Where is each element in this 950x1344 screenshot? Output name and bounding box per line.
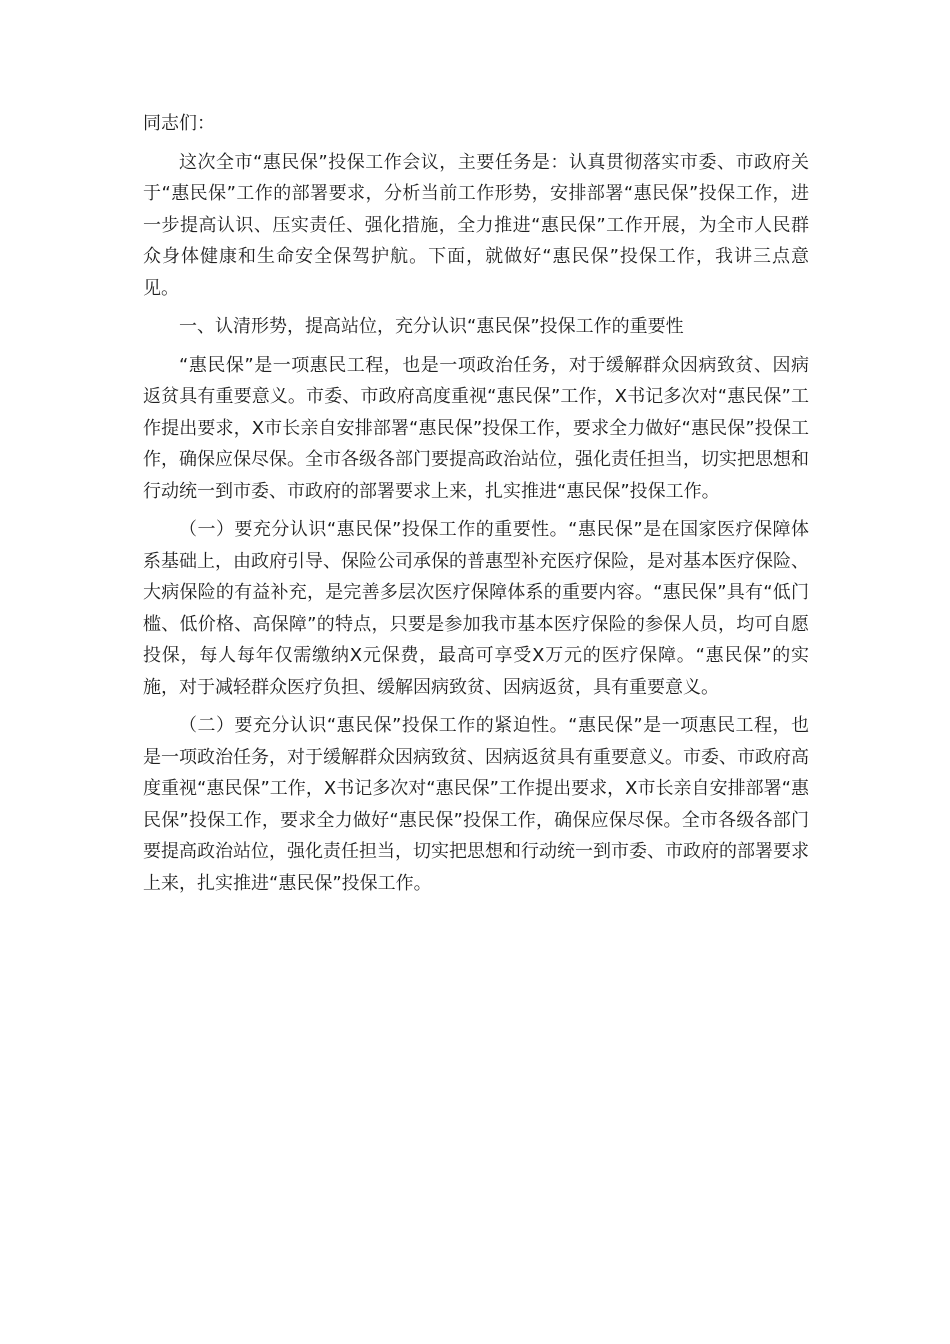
section-1-sub-1-paragraph: （一）要充分认识“惠民保”投保工作的重要性。“惠民保”是在国家医疗保障体系基础上，由政府引导、保险公司承保的普惠型补充医疗保险，是对基本医疗保险、大病保险的有益补充，是完善多层次医疗保障体系的重要内容。“惠民保”具有“低门槛、低价格、高保障”的特点，只要是参加我市基本医疗保险的参保人员，均可自愿投保，每人每年仅需缴纳X元保费，最高可享受X万元的医疗保障。“惠民保”的实施，对于减轻群众医疗负担、缓解因病致贫、因病返贫，具有重要意义。 xyxy=(143,519,809,698)
section-1-intro-paragraph: “惠民保”是一项惠民工程，也是一项政治任务，对于缓解群众因病致贫、因病返贫具有重要意义。市委、市政府高度重视“惠民保”工作，X书记多次对“惠民保”工作提出要求，X市长亲自安排部署“惠民保”投保工作，要求全力做好“惠民保”投保工作，确保应保尽保。全市各级各部门要提高政治站位，强化责任担当，切实把思想和行动统一到市委、市政府的部署要求上来，扎实推进“惠民保”投保工作。 xyxy=(143,354,809,502)
opening-paragraph: 这次全市“惠民保”投保工作会议，主要任务是：认真贯彻落实市委、市政府关于“惠民保”工作的部署要求，分析当前工作形势，安排部署“惠民保”投保工作，进一步提高认识、压实责任、强化措施，全力推进“惠民保”工作开展，为全市人民群众身体健康和生命安全保驾护航。下面，就做好“惠民保”投保工作，我讲三点意见。 xyxy=(143,151,809,299)
section-1-heading: 一、认清形势，提高站位，充分认识“惠民保”投保工作的重要性 xyxy=(179,316,684,337)
section-1-sub-2-paragraph: （二）要充分认识“惠民保”投保工作的紧迫性。“惠民保”是一项惠民工程，也是一项政治任务，对于缓解群众因病致贫、因病返贫具有重要意义。市委、市政府高度重视“惠民保”工作，X书记多次对“惠民保”工作提出要求，X市长亲自安排部署“惠民保”投保工作，要求全力做好“惠民保”投保工作，确保应保尽保。全市各级各部门要提高政治站位，强化责任担当，切实把思想和行动统一到市委、市政府的部署要求上来，扎实推进“惠民保”投保工作。 xyxy=(143,715,809,894)
document-page xyxy=(143,108,809,906)
salutation: 同志们： xyxy=(143,113,215,134)
